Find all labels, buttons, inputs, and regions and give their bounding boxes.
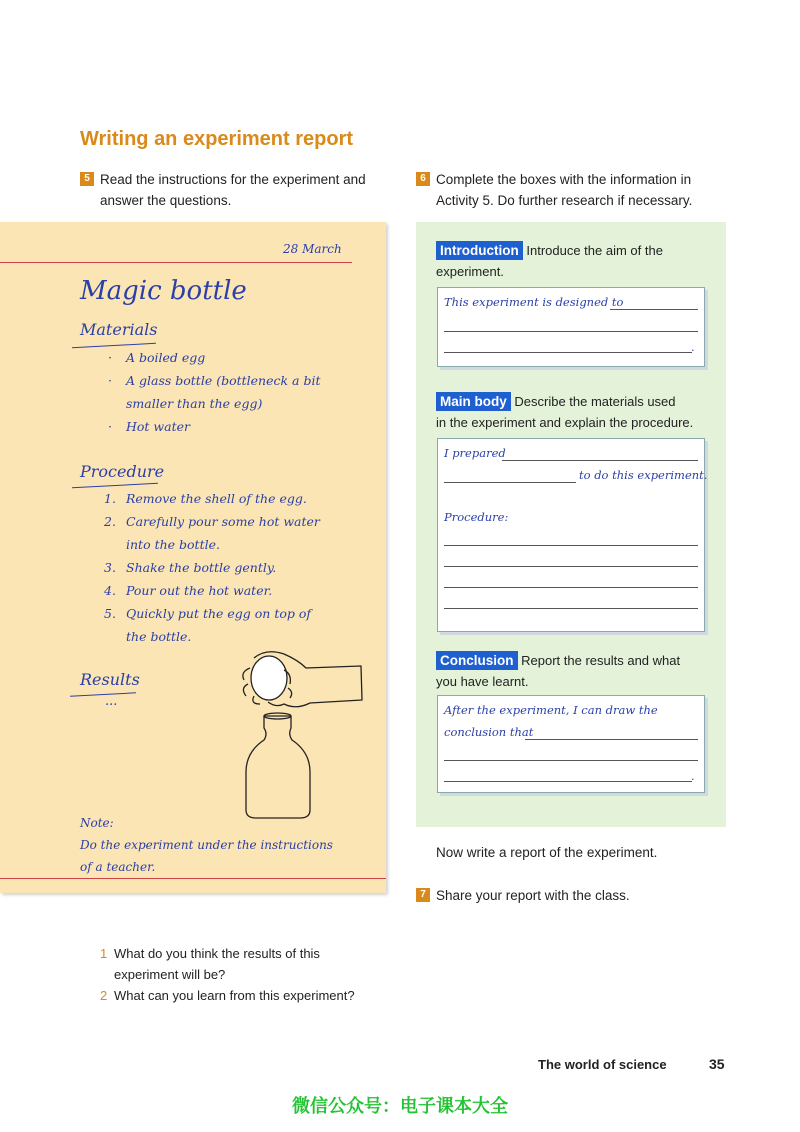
conclusion-tag: Conclusion	[436, 651, 518, 670]
list-item: 5. Quickly put the egg on top of	[104, 606, 311, 621]
blank-line[interactable]	[444, 587, 698, 588]
instruction-text: Introduce the aim of the	[526, 243, 663, 258]
instruction-text: in the experiment and explain the procedure.	[436, 415, 694, 430]
box-prompt: After the experiment, I can draw the	[444, 703, 658, 717]
instruction-text: Describe the materials used	[514, 394, 676, 409]
blank-line[interactable]	[610, 309, 698, 310]
main-body-box[interactable]	[437, 438, 708, 632]
introduction-tag: Introduction	[436, 241, 523, 260]
list-item: 2. Carefully pour some hot water	[104, 514, 320, 529]
question-item: experiment will be?	[114, 967, 226, 982]
blank-line[interactable]	[444, 781, 692, 782]
page-heading: Writing an experiment report	[80, 128, 354, 150]
box-prompt: Procedure:	[444, 510, 509, 524]
main-body-instruction	[436, 391, 726, 433]
note-line: of a teacher.	[80, 860, 156, 874]
materials-list	[108, 346, 321, 438]
write-report-instruction: Now write a report of the experiment.	[436, 845, 658, 860]
box-prompt: to do this experiment.	[579, 468, 708, 482]
results-text: ...	[105, 694, 118, 709]
blank-line[interactable]	[525, 739, 698, 740]
footer-section-title: The world of science	[538, 1057, 667, 1072]
box-prompt: This experiment is designed to	[444, 295, 624, 309]
list-item: 1. Remove the shell of the egg.	[104, 491, 307, 506]
notebook-rule-bottom	[0, 878, 386, 879]
procedure-list	[104, 487, 320, 648]
experiment-title: Magic bottle	[80, 276, 247, 306]
instruction-text: experiment.	[436, 264, 504, 279]
instruction-line: answer the questions.	[100, 193, 232, 208]
activity-number-badge: 6	[416, 172, 430, 186]
box-period: .	[691, 769, 695, 783]
conclusion-instruction	[436, 650, 716, 692]
list-item: 4. Pour out the hot water.	[104, 583, 273, 598]
list-item: into the bottle.	[126, 537, 220, 552]
blank-line[interactable]	[444, 352, 692, 353]
activity-6-instruction	[420, 169, 693, 211]
question-item: 1 What do you think the results of this	[100, 946, 320, 961]
hand-egg-bottle-illustration	[236, 648, 366, 828]
activity-5-instruction	[84, 169, 366, 211]
instruction-text: Report the results and what	[521, 653, 681, 668]
blank-line[interactable]	[444, 760, 698, 761]
materials-heading: Materials	[80, 320, 158, 339]
activity-7-instruction	[420, 885, 630, 906]
notebook-date: 28 March	[283, 242, 342, 256]
notebook-rule-top	[0, 262, 352, 263]
main-body-tag: Main body	[436, 392, 511, 411]
procedure-heading: Procedure	[80, 462, 165, 481]
box-prompt: I prepared	[444, 446, 506, 460]
list-item: · Hot water	[108, 419, 190, 434]
list-item: smaller than the egg)	[126, 396, 263, 411]
instruction-line: Read the instructions for the experiment and	[100, 172, 366, 187]
list-item: · A boiled egg	[108, 350, 206, 365]
blank-line[interactable]	[444, 608, 698, 609]
introduction-box[interactable]	[437, 287, 705, 367]
note-line: Do the experiment under the instructions	[80, 838, 333, 852]
box-period: .	[691, 340, 695, 354]
note-block	[80, 812, 333, 878]
activity-number-badge: 7	[416, 888, 430, 902]
list-item: · A glass bottle (bottleneck a bit	[108, 373, 321, 388]
activity-number-badge: 5	[80, 172, 94, 186]
conclusion-box[interactable]	[437, 695, 705, 793]
introduction-instruction	[436, 240, 716, 282]
instruction-line: Share your report with the class.	[436, 888, 630, 903]
blank-line[interactable]	[444, 566, 698, 567]
results-heading: Results	[80, 670, 140, 689]
blank-line[interactable]	[444, 545, 698, 546]
question-item: 2 What can you learn from this experiment?	[100, 988, 355, 1003]
box-prompt: conclusion that	[444, 725, 534, 739]
list-item: 3. Shake the bottle gently.	[104, 560, 277, 575]
note-heading: Note:	[80, 816, 114, 830]
blank-line[interactable]	[502, 460, 698, 461]
list-item: the bottle.	[126, 629, 192, 644]
blank-line[interactable]	[444, 331, 698, 332]
blank-line[interactable]	[444, 482, 576, 483]
questions-list	[100, 943, 355, 1006]
watermark-text: 微信公众号：电子课本大全	[292, 1096, 508, 1116]
instruction-line: Complete the boxes with the information in	[436, 172, 692, 187]
page-number: 35	[709, 1056, 725, 1072]
instruction-text: you have learnt.	[436, 674, 529, 689]
instruction-line: Activity 5. Do further research if necessary.	[436, 193, 693, 208]
